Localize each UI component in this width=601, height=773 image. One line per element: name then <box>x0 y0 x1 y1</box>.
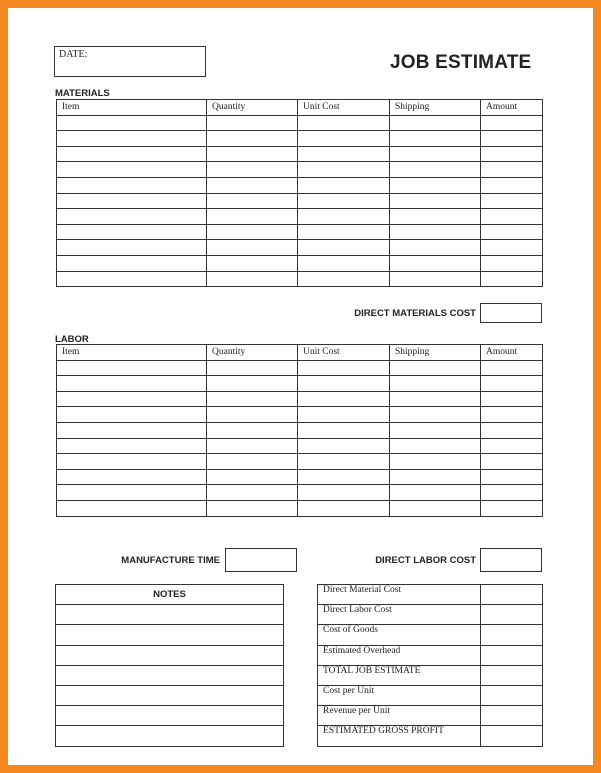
labor-cell-unit-cost[interactable] <box>298 438 390 454</box>
notes-line <box>56 685 284 705</box>
materials-cell-quantity[interactable] <box>207 224 298 240</box>
labor-cell-amount[interactable] <box>481 500 543 516</box>
materials-cell-unit-cost[interactable] <box>298 209 390 225</box>
labor-cell-item[interactable] <box>57 500 207 516</box>
summary-label: Cost of Goods <box>318 625 481 645</box>
summary-value-field[interactable] <box>481 706 543 726</box>
summary-label: TOTAL JOB ESTIMATE <box>318 665 481 685</box>
materials-row <box>57 193 543 209</box>
notes-title: NOTES <box>56 585 284 605</box>
labor-cell-unit-cost[interactable] <box>298 469 390 485</box>
direct-labor-cost-label: DIRECT LABOR COST <box>375 555 476 566</box>
materials-cell-quantity[interactable] <box>207 271 298 287</box>
materials-cell-unit-cost[interactable] <box>298 193 390 209</box>
notes-line <box>56 665 284 685</box>
labor-cell-shipping[interactable] <box>390 407 481 423</box>
summary-value-field[interactable] <box>481 645 543 665</box>
labor-cell-amount[interactable] <box>481 454 543 470</box>
labor-col-unit-cost: Unit Cost <box>298 345 390 361</box>
labor-cell-item[interactable] <box>57 485 207 501</box>
labor-cell-shipping[interactable] <box>390 360 481 376</box>
materials-col-unit-cost: Unit Cost <box>298 100 390 116</box>
materials-cell-item[interactable] <box>57 193 207 209</box>
labor-cell-amount[interactable] <box>481 485 543 501</box>
labor-row <box>57 422 543 438</box>
materials-cell-shipping[interactable] <box>390 146 481 162</box>
summary-value-field[interactable] <box>481 625 543 645</box>
notes-line-field[interactable] <box>56 665 284 685</box>
labor-row <box>57 438 543 454</box>
materials-cell-unit-cost[interactable] <box>298 255 390 271</box>
labor-cell-amount[interactable] <box>481 422 543 438</box>
notes-header-row <box>56 585 284 605</box>
labor-cell-amount[interactable] <box>481 407 543 423</box>
manufacture-time-label: MANUFACTURE TIME <box>121 555 220 566</box>
materials-cell-unit-cost[interactable] <box>298 240 390 256</box>
labor-col-shipping: Shipping <box>390 345 481 361</box>
materials-cell-item[interactable] <box>57 209 207 225</box>
labor-row <box>57 360 543 376</box>
materials-cell-amount[interactable] <box>481 193 543 209</box>
notes-line <box>56 605 284 625</box>
direct-labor-cost-field[interactable] <box>480 548 542 572</box>
materials-cell-shipping[interactable] <box>390 224 481 240</box>
materials-cell-amount[interactable] <box>481 209 543 225</box>
summary-table <box>317 584 543 747</box>
summary-row <box>318 726 543 746</box>
labor-cell-quantity[interactable] <box>207 438 298 454</box>
summary-value-field[interactable] <box>481 605 543 625</box>
labor-cell-quantity[interactable] <box>207 391 298 407</box>
materials-cell-shipping[interactable] <box>390 115 481 131</box>
materials-cell-amount[interactable] <box>481 146 543 162</box>
notes-line <box>56 645 284 665</box>
labor-cell-unit-cost[interactable] <box>298 376 390 392</box>
labor-table <box>56 344 543 517</box>
direct-materials-cost-label: DIRECT MATERIALS COST <box>354 308 476 319</box>
labor-cell-item[interactable] <box>57 391 207 407</box>
labor-cell-shipping[interactable] <box>390 500 481 516</box>
materials-cell-unit-cost[interactable] <box>298 224 390 240</box>
labor-cell-quantity[interactable] <box>207 485 298 501</box>
labor-cell-unit-cost[interactable] <box>298 500 390 516</box>
notes-line-field[interactable] <box>56 726 284 746</box>
materials-cell-quantity[interactable] <box>207 162 298 178</box>
materials-cell-quantity[interactable] <box>207 255 298 271</box>
labor-cell-quantity[interactable] <box>207 469 298 485</box>
summary-row <box>318 665 543 685</box>
summary-value-field[interactable] <box>481 726 543 746</box>
labor-cell-item[interactable] <box>57 407 207 423</box>
labor-row <box>57 454 543 470</box>
materials-cell-item[interactable] <box>57 255 207 271</box>
materials-cell-item[interactable] <box>57 115 207 131</box>
materials-cell-quantity[interactable] <box>207 177 298 193</box>
direct-materials-cost-field[interactable] <box>480 303 542 323</box>
date-label: DATE: <box>59 49 88 60</box>
labor-cell-shipping[interactable] <box>390 376 481 392</box>
labor-row <box>57 407 543 423</box>
summary-row <box>318 585 543 605</box>
date-field[interactable] <box>54 46 206 77</box>
labor-row <box>57 391 543 407</box>
materials-row <box>57 209 543 225</box>
materials-cell-item[interactable] <box>57 162 207 178</box>
labor-label: LABOR <box>55 334 89 345</box>
materials-cell-item[interactable] <box>57 177 207 193</box>
materials-row <box>57 146 543 162</box>
materials-cell-amount[interactable] <box>481 271 543 287</box>
summary-value-field[interactable] <box>481 685 543 705</box>
materials-cell-quantity[interactable] <box>207 146 298 162</box>
materials-cell-item[interactable] <box>57 131 207 147</box>
labor-cell-unit-cost[interactable] <box>298 391 390 407</box>
summary-label: Direct Material Cost <box>318 585 481 605</box>
labor-cell-shipping[interactable] <box>390 391 481 407</box>
materials-cell-unit-cost[interactable] <box>298 271 390 287</box>
materials-col-amount: Amount <box>481 100 543 116</box>
labor-cell-quantity[interactable] <box>207 422 298 438</box>
materials-cell-quantity[interactable] <box>207 193 298 209</box>
materials-cell-unit-cost[interactable] <box>298 115 390 131</box>
notes-line-field[interactable] <box>56 706 284 726</box>
materials-row <box>57 177 543 193</box>
labor-cell-shipping[interactable] <box>390 438 481 454</box>
materials-cell-quantity[interactable] <box>207 209 298 225</box>
notes-line-field[interactable] <box>56 625 284 645</box>
labor-cell-amount[interactable] <box>481 469 543 485</box>
materials-cell-shipping[interactable] <box>390 209 481 225</box>
summary-label: ESTIMATED GROSS PROFIT <box>318 726 481 746</box>
materials-cell-item[interactable] <box>57 146 207 162</box>
labor-cell-shipping[interactable] <box>390 485 481 501</box>
labor-col-item: Item <box>57 345 207 361</box>
materials-row <box>57 255 543 271</box>
materials-row <box>57 131 543 147</box>
labor-cell-unit-cost[interactable] <box>298 454 390 470</box>
materials-cell-unit-cost[interactable] <box>298 177 390 193</box>
materials-cell-amount[interactable] <box>481 115 543 131</box>
materials-label: MATERIALS <box>55 88 110 99</box>
summary-row <box>318 685 543 705</box>
labor-cell-item[interactable] <box>57 376 207 392</box>
materials-cell-quantity[interactable] <box>207 115 298 131</box>
labor-cell-shipping[interactable] <box>390 454 481 470</box>
summary-label: Direct Labor Cost <box>318 605 481 625</box>
summary-row <box>318 605 543 625</box>
labor-cell-item[interactable] <box>57 422 207 438</box>
notes-line-field[interactable] <box>56 645 284 665</box>
labor-row <box>57 469 543 485</box>
materials-cell-amount[interactable] <box>481 224 543 240</box>
labor-cell-unit-cost[interactable] <box>298 360 390 376</box>
labor-cell-unit-cost[interactable] <box>298 407 390 423</box>
materials-header-row <box>57 100 543 116</box>
summary-row <box>318 645 543 665</box>
notes-table <box>55 584 284 747</box>
labor-cell-amount[interactable] <box>481 360 543 376</box>
materials-cell-shipping[interactable] <box>390 193 481 209</box>
notes-line <box>56 625 284 645</box>
materials-col-shipping: Shipping <box>390 100 481 116</box>
materials-cell-amount[interactable] <box>481 240 543 256</box>
materials-cell-item[interactable] <box>57 271 207 287</box>
materials-cell-item[interactable] <box>57 224 207 240</box>
materials-cell-item[interactable] <box>57 240 207 256</box>
materials-cell-unit-cost[interactable] <box>298 131 390 147</box>
labor-cell-shipping[interactable] <box>390 469 481 485</box>
summary-label: Cost per Unit <box>318 685 481 705</box>
labor-cell-amount[interactable] <box>481 391 543 407</box>
labor-row <box>57 500 543 516</box>
labor-cell-quantity[interactable] <box>207 500 298 516</box>
materials-cell-shipping[interactable] <box>390 271 481 287</box>
summary-value-field[interactable] <box>481 585 543 605</box>
summary-value-field[interactable] <box>481 665 543 685</box>
materials-row <box>57 162 543 178</box>
labor-header-row <box>57 345 543 361</box>
labor-cell-quantity[interactable] <box>207 454 298 470</box>
materials-cell-shipping[interactable] <box>390 177 481 193</box>
labor-row <box>57 485 543 501</box>
materials-row <box>57 224 543 240</box>
labor-col-quantity: Quantity <box>207 345 298 361</box>
labor-cell-item[interactable] <box>57 469 207 485</box>
summary-row <box>318 706 543 726</box>
labor-cell-amount[interactable] <box>481 376 543 392</box>
labor-cell-unit-cost[interactable] <box>298 422 390 438</box>
materials-cell-shipping[interactable] <box>390 240 481 256</box>
notes-line-field[interactable] <box>56 605 284 625</box>
labor-cell-shipping[interactable] <box>390 422 481 438</box>
materials-cell-unit-cost[interactable] <box>298 162 390 178</box>
page-title: JOB ESTIMATE <box>390 52 532 73</box>
notes-line-field[interactable] <box>56 685 284 705</box>
materials-cell-amount[interactable] <box>481 177 543 193</box>
labor-cell-item[interactable] <box>57 360 207 376</box>
summary-label: Estimated Overhead <box>318 645 481 665</box>
labor-row <box>57 376 543 392</box>
manufacture-time-field[interactable] <box>225 548 297 572</box>
materials-row <box>57 115 543 131</box>
notes-line <box>56 726 284 746</box>
materials-cell-amount[interactable] <box>481 255 543 271</box>
notes-line <box>56 706 284 726</box>
labor-cell-quantity[interactable] <box>207 376 298 392</box>
materials-col-quantity: Quantity <box>207 100 298 116</box>
summary-label: Revenue per Unit <box>318 706 481 726</box>
materials-cell-quantity[interactable] <box>207 131 298 147</box>
materials-cell-quantity[interactable] <box>207 240 298 256</box>
labor-cell-amount[interactable] <box>481 438 543 454</box>
materials-col-item: Item <box>57 100 207 116</box>
labor-cell-quantity[interactable] <box>207 407 298 423</box>
materials-cell-shipping[interactable] <box>390 255 481 271</box>
materials-cell-shipping[interactable] <box>390 131 481 147</box>
materials-table <box>56 99 543 287</box>
labor-cell-item[interactable] <box>57 438 207 454</box>
materials-cell-unit-cost[interactable] <box>298 146 390 162</box>
labor-cell-unit-cost[interactable] <box>298 485 390 501</box>
labor-cell-quantity[interactable] <box>207 360 298 376</box>
materials-cell-shipping[interactable] <box>390 162 481 178</box>
materials-row <box>57 271 543 287</box>
materials-cell-amount[interactable] <box>481 131 543 147</box>
materials-row <box>57 240 543 256</box>
materials-cell-amount[interactable] <box>481 162 543 178</box>
labor-cell-item[interactable] <box>57 454 207 470</box>
summary-row <box>318 625 543 645</box>
labor-col-amount: Amount <box>481 345 543 361</box>
